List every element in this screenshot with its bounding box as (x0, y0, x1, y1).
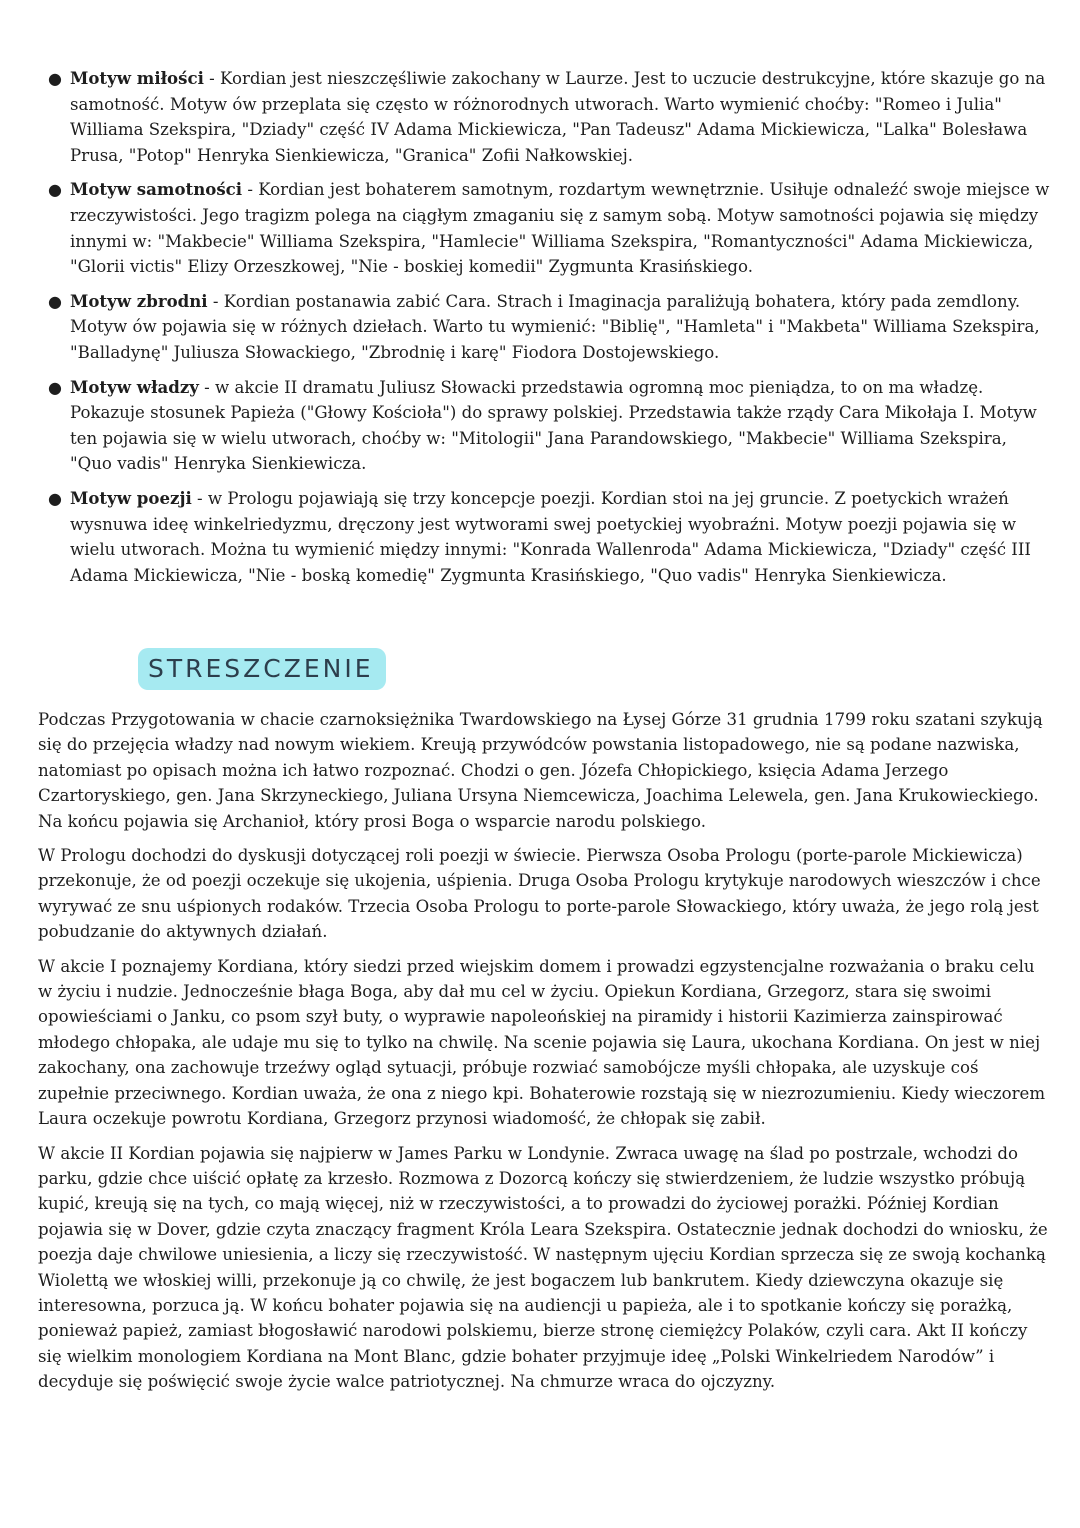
summary-paragraph: W akcie II Kordian pojawia się najpierw w James Parku w Londynie. Zwraca uwagę na ślad po postrzale, wchodzi do parku, gdzie chce uiścić opłatę za krzesło. Rozmowa z Dozorcą kończy się stwierdzeniem, że ludzie wszystko próbują kupić, kreują się na tych, co mają więcej, niż w rzeczywistości, a to prowadzi do życiowej porażki. Później Kordian pojawia się w Dover, gdzie czyta znaczący fragment Króla Leara Szekspira. Ostatecznie jednak dochodzi do wniosku, że poezja daje chwilowe uniesienia, a liczy się rzeczywistość. W następnym ujęciu Kordian sprzecza się ze swoją kochanką Wiolettą we włoskiej willi, przekonuje ją co chwilę, że jest bogaczem lub bankrutem. Kiedy dziewczyna okazuje się interesowna, porzuca ją. W końcu bohater pojawia się na audiencji u papieża, ale i to spotkanie kończy się porażką, ponieważ papież, zamiast błogosławić narodowi polskiemu, bierze stronę ciemiężcy Polaków, czyli cara. Akt II kończy się wielkim monologiem Kordiana na Mont Blanc, gdzie bohater przyjmuje ideę „Polski Winkelriedem Narodów” i decyduje się poświęcić swoje życie walce patriotycznej. Na chmurze wraca do ojczyzny. (38, 1143, 1048, 1392)
motifs-list (40, 66, 1050, 597)
motif-title: Motyw władzy (70, 376, 199, 397)
bullet-icon: ● (48, 488, 62, 508)
summary-paragraph: W akcie I poznajemy Kordiana, który siedzi przed wiejskim domem i prowadzi egzystencjalne rozważania o braku celu w życiu i nudzie. Jednocześnie błaga Boga, aby dał mu cel w życiu. Opiekun Kordiana, Grzegorz, stara się swoimi opowieściami o Janku, co psom szył buty, o wyprawie napoleońskiej na piramidy i historii Kazimierza zainspirować młodego chłopaka, ale udaje mu się to tylko na chwilę. Na scenie pojawia się Laura, ukochana Kordiana. On jest w niej zakochany, ona zachowuje trzeźwy ogląd sytuacji, próbuje rozwiać samobójcze myśli chłopaka, ale uzyskuje coś zupełnie przeciwnego. Kordian uważa, że ona z niego kpi. Bohaterowie rozstają się w niezrozumieniu. Kiedy wieczorem Laura oczekuje powrotu Kordiana, Grzegorz przynosi wiadomość, że chłopak się zabił. (38, 956, 1046, 1129)
motif-title: Motyw miłości (70, 68, 204, 88)
list-item (40, 289, 1050, 366)
summary-heading-wrap (138, 648, 386, 690)
motif-text: - Kordian jest nieszczęśliwie zakochany w Laurze. Jest to uczucie destrukcyjne, które skazuje go na samotność. Motyw ów przeplata się często w różnorodnych utworach. Warto wymienić choćby: "Romeo i Julia" Williama Szekspira, "Dziady" część IV Adama Mickiewicza, "Pan Tadeusz" Adama Mickiewicza, "Lalka" Bolesława Prusa, "Potop" Henryka Sienkiewicza, "Granica" Zofii Nałkowskiej. (70, 69, 1046, 165)
list-item (40, 375, 1050, 477)
motif-text: - Kordian postanawia zabić Cara. Strach i Imaginacja paraliżują bohatera, który pada zemdlony. Motyw ów pojawia się w różnych dziełach. Warto tu wymienić: "Biblię", "Hamleta" i "Makbeta" Williama Szekspira, "Balladynę" Juliusza Słowackiego, "Zbrodnię i karę" Fiodora Dostojewskiego. (70, 291, 1040, 362)
list-item (40, 486, 1050, 588)
motif-text: - w akcie II dramatu Juliusz Słowacki przedstawia ogromną moc pieniądza, to on ma władzę. Pokazuje stosunek Papieża ("Głowy Kościoła") do sprawy polskiej. Przedstawia także rządy Cara Mikołaja I. Motyw ten pojawia się w wielu utworach, choćby w: "Mitologii" Jana Parandowskiego, "Makbecie" Williama Szekspira, "Quo vadis" Henryka Sienkiewicza. (70, 377, 1037, 474)
bullet-icon: ● (48, 180, 62, 200)
motif-text: - w Prologu pojawiają się trzy koncepcje poezji. Kordian stoi na jej gruncie. Z poetyckich wrażeń wysnuwa ideę winkelriedyzmu, dręczony jest wytworami swej poetyckiej wyobraźni. Motyw poezji pojawia się w wielu utworach. Można tu wymienić między innymi: "Konrada Wallenroda" Adama Mickiewicza, "Dziady" część III Adama Mickiewicza, "Nie - boską komedię" Zygmunta Krasińskiego, "Quo vadis" Henryka Sienkiewicza. (70, 488, 1031, 585)
summary-paragraph: W Prologu dochodzi do dyskusji dotyczącej roli poezji w świecie. Pierwsza Osoba Prologu (porte-parole Mickiewicza) przekonuje, że od poezji oczekuje się ukojenia, uśpienia. Druga Osoba Prologu krytykuje narodowych wieszczów i chce wyrywać ze snu uśpionych rodaków. Trzecia Osoba Prologu to porte-parole Słowackiego, który uważa, że jego rolą jest pobudzanie do aktywnych działań. (38, 846, 1041, 942)
bullet-icon: ● (48, 377, 62, 397)
motif-title: Motyw zbrodni (70, 290, 208, 311)
summary-heading: STRESZCZENIE (138, 648, 386, 690)
summary-section (38, 707, 1048, 1404)
motif-title: Motyw poezji (70, 487, 192, 508)
motif-title: Motyw samotności (70, 179, 243, 200)
list-item (40, 66, 1050, 168)
motif-text: - Kordian jest bohaterem samotnym, rozdartym wewnętrznie. Usiłuje odnaleźć swoje miejsce w rzeczywistości. Jego tragizm polega na ciągłym zmaganiu się z samym sobą. Motyw samotności pojawia się między innymi w: "Makbecie" Williama Szekspira, "Hamlecie" Williama Szekspira, "Romantyczności" Adama Mickiewicza, "Glorii victis" Elizy Orzeszkowej, "Nie - boskiej komedii" Zygmunta Krasińskiego. (70, 180, 1050, 277)
summary-paragraph: Podczas Przygotowania w chacie czarnoksiężnika Twardowskiego na Łysej Górze 31 grudnia 1799 roku szatani szykują się do przejęcia władzy nad nowym wiekiem. Kreują przywódców powstania listopadowego, nie są podane nazwiska, natomiast po opisach można ich łatwo rozpoznać. Chodzi o gen. Józefa Chłopickiego, księcia Adama Jerzego Czartoryskiego, gen. Jana Skrzyneckiego, Juliana Ursyna Niemcewicza, Joachima Lelewela, gen. Jana Krukowieckiego. Na końcu pojawia się Archanioł, który prosi Boga o wsparcie narodu polskiego. (38, 710, 1043, 831)
bullet-icon: ● (48, 69, 62, 88)
bullet-icon: ● (48, 291, 62, 311)
list-item (40, 177, 1050, 279)
